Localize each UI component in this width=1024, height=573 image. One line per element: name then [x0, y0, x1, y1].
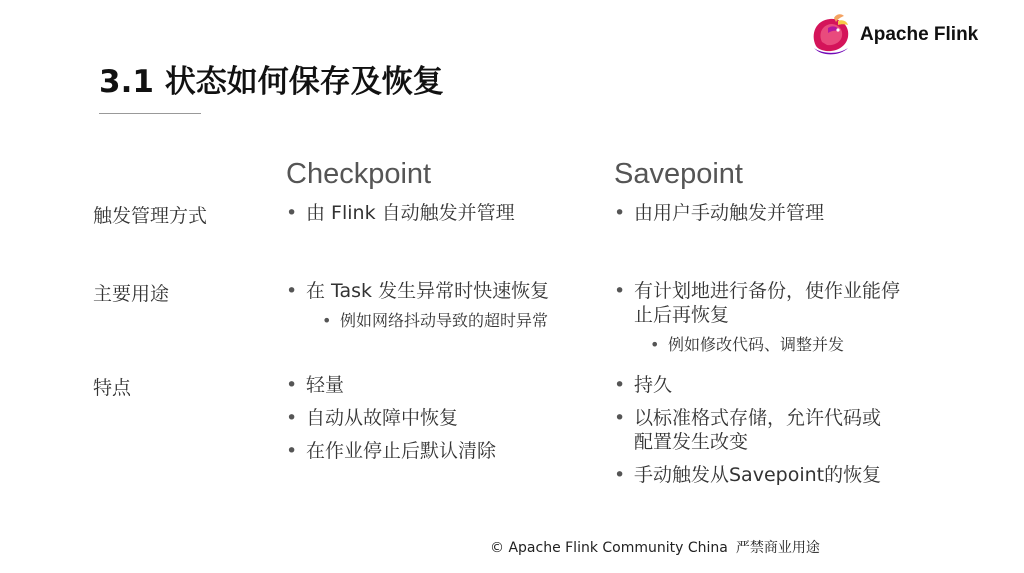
bullet-item: • 轻量: [286, 373, 608, 397]
bullet-item: • 持久: [614, 373, 914, 397]
usage-notice: 严禁商业用途: [735, 540, 820, 556]
row-label-purpose: 主要用途: [93, 283, 170, 305]
checkpoint-purpose-cell: [286, 279, 608, 340]
bullet-item: • 以标准格式存储，允许代码或配置发生改变: [614, 406, 894, 454]
savepoint-features-cell: [614, 373, 914, 496]
sub-bullet-item: • 例如网络抖动导致的超时异常: [322, 310, 608, 332]
savepoint-purpose-cell: [614, 279, 914, 364]
row-label-trigger: 触发管理方式: [93, 205, 208, 227]
sub-bullet-item: • 例如修改代码、调整并发: [650, 334, 914, 356]
checkpoint-trigger-cell: [286, 201, 608, 234]
row-label-features: 特点: [93, 377, 132, 399]
bullet-item: • 自动从故障中恢复: [286, 406, 608, 430]
brand-name: Apache Flink: [860, 24, 979, 45]
footer: [490, 537, 820, 557]
copyright-text: © Apache Flink Community China: [490, 540, 728, 556]
checkpoint-features-cell: [286, 373, 608, 472]
savepoint-trigger-cell: [614, 201, 914, 234]
column-header-checkpoint: Checkpoint: [286, 158, 432, 190]
bullet-item: • 有计划地进行备份，使作业能停止后再恢复: [614, 279, 914, 327]
flink-squirrel-icon: [808, 12, 854, 58]
bullet-item: • 在作业停止后默认清除: [286, 439, 608, 463]
apache-flink-logo: [808, 12, 978, 58]
column-header-savepoint: Savepoint: [614, 158, 743, 190]
bullet-item: • 由用户手动触发并管理: [614, 201, 914, 225]
bullet-item: • 手动触发从Savepoint的恢复: [614, 463, 914, 487]
title-underline: [99, 113, 201, 114]
bullet-item: • 在 Task 发生异常时快速恢复: [286, 279, 608, 303]
page-title: 3.1 状态如何保存及恢复: [99, 64, 444, 100]
bullet-item: • 由 Flink 自动触发并管理: [286, 201, 608, 225]
